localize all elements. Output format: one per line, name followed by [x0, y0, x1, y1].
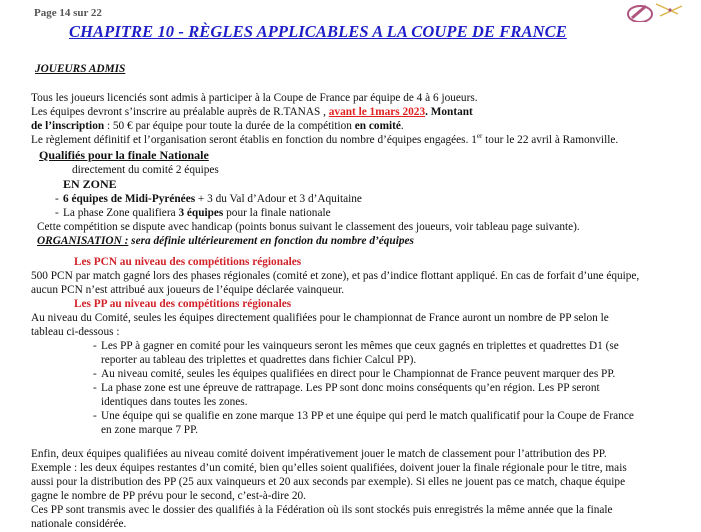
text: 6 équipes de Midi-Pyrénées	[63, 193, 196, 205]
chapter-title: CHAPITRE 10 - RÈGLES APPLICABLES A LA COUPE DE FRANCE	[69, 22, 567, 41]
organisation-line	[37, 234, 414, 248]
page-number: Page 14 sur 22	[34, 7, 102, 19]
fin-line-2: Exemple : les deux équipes restantes d’un comité, bien qu’elles soient qualifiées, doivent jouer la finale régionale pour le titre, mais	[31, 462, 627, 474]
pcn-line-1: 500 PCN par match gagné lors des phases régionales (comité et zone), et pas d’indice flottant appliqué. En cas de forfait d’une équipe,	[31, 270, 640, 282]
text: de l’inscription	[31, 120, 105, 132]
pp-bullet-1-cont: reporter au tableau des triplettes et quadrettes dans fichier Calcul PP).	[101, 354, 417, 366]
fin-line-5: Ces PP sont transmis avec le dossier des qualifiés à la Fédération où ils sont stockés puis enregistrés la même année que la finale	[31, 504, 613, 516]
text: Le règlement définitif et l’organisation seront établis en fonction du nombre d’équipes engagées. 1	[31, 134, 477, 146]
text: pour la finale nationale	[223, 207, 331, 219]
text: + 3 du Val d’Adour et 3 d’Aquitaine	[195, 193, 362, 205]
pp-bullet-3-cont: identiques dans toutes les zones.	[101, 396, 248, 408]
text: : 50 € par équipe pour toute la durée de la compétition	[104, 120, 355, 132]
pp-line-1: Au niveau du Comité, seules les équipes directement qualifiées pour le championnat de France auront un nombre de PP selon le	[31, 312, 609, 324]
qualifies-midi-pyrenees	[55, 192, 362, 206]
text: Les PP à gagner en comité pour les vainqueurs seront les mêmes que ceux gagnés en triplettes et quadrettes D1 (se	[101, 340, 619, 352]
text: Une équipe qui se qualifie en zone marque 13 PP et une équipe qui perd le match qualificatif pour la Coupe de France	[101, 410, 634, 422]
fin-line-4: gagne le nombre de PP prévu pour le second, c’est-à-dire 20.	[31, 490, 307, 502]
text: tour le 22 avril à Ramonville.	[482, 134, 619, 146]
pp-bullet-4-cont: en zone marque 7 PP.	[101, 424, 198, 436]
bullet	[55, 193, 63, 205]
text: ,	[320, 106, 329, 118]
text: La phase zone est une épreuve de rattrapage. Les PP sont donc moins conséquents qu’en région. Les PP seront	[101, 382, 600, 394]
fin-line-6: nationale considérée.	[31, 518, 127, 530]
pp-heading: Les PP au niveau des compétitions régionales	[74, 298, 292, 310]
pp-bullet-1	[93, 339, 674, 353]
fin-line-1: Enfin, deux équipes qualifiées au niveau comité doivent impérativement jouer le match de classement pour l’attribution des PP.	[31, 448, 607, 460]
text: 3 équipes	[178, 207, 224, 219]
bullet	[93, 410, 101, 422]
pp-bullet-4	[93, 409, 634, 423]
text: La phase Zone qualifiera	[63, 207, 179, 219]
section-heading-joueurs: JOUEURS ADMIS	[35, 63, 126, 75]
pcn-line-2: aucun PCN n’est attribué aux joueurs de l’équipe déclarée vainqueur.	[31, 284, 345, 296]
text: sera définie ultérieurement en fonction du nombre d’équipes	[128, 235, 414, 247]
text: Au niveau comité, seules les équipes qualifiées en direct pour le Championnat de France peuvent marquer des PP.	[101, 368, 616, 380]
joueurs-line-2	[31, 105, 473, 119]
qualifies-zone: EN ZONE	[63, 177, 117, 191]
fin-line-3: aussi pour la distribution des PP (25 aux vainqueurs et 20 aux seconds par exemple). Si elles ne jouent pas ce match, chaque équipe	[31, 476, 626, 488]
superscript: er	[476, 132, 483, 141]
bullet	[93, 340, 101, 352]
petanque-logo-icon	[626, 0, 686, 22]
pp-bullet-2	[93, 367, 615, 381]
qualifies-heading: Qualifiés pour la finale Nationale	[39, 148, 209, 162]
organisation-label: ORGANISATION :	[37, 235, 129, 247]
text: .	[400, 120, 404, 132]
bullet	[93, 382, 101, 394]
qualifies-comite: directement du comité 2 équipes	[72, 164, 219, 176]
deadline-text: avant le 1mars 2023	[328, 106, 426, 118]
joueurs-line-3	[31, 119, 404, 133]
pcn-heading: Les PCN au niveau des compétitions régionales	[74, 256, 302, 268]
text: Les équipes devront s’inscrire au préalable auprès de R.TANAS	[31, 106, 321, 118]
qualifies-handicap: Cette compétition se dispute avec handicap (points bonus suivant le classement des joueurs, voir tableau page suivante).	[37, 221, 580, 233]
text: en comité	[354, 120, 401, 132]
bullet	[55, 207, 63, 219]
pp-bullet-3	[93, 381, 600, 395]
pp-line-2: tableau ci-dessous :	[31, 326, 120, 338]
joueurs-line-1: Tous les joueurs licenciés sont admis à participer à la Coupe de France par équipe de 4 à 6 joueurs.	[31, 92, 478, 104]
bullet	[93, 368, 101, 380]
joueurs-line-4	[31, 133, 618, 147]
text: . Montant	[425, 106, 473, 118]
qualifies-phase-zone	[55, 206, 331, 220]
